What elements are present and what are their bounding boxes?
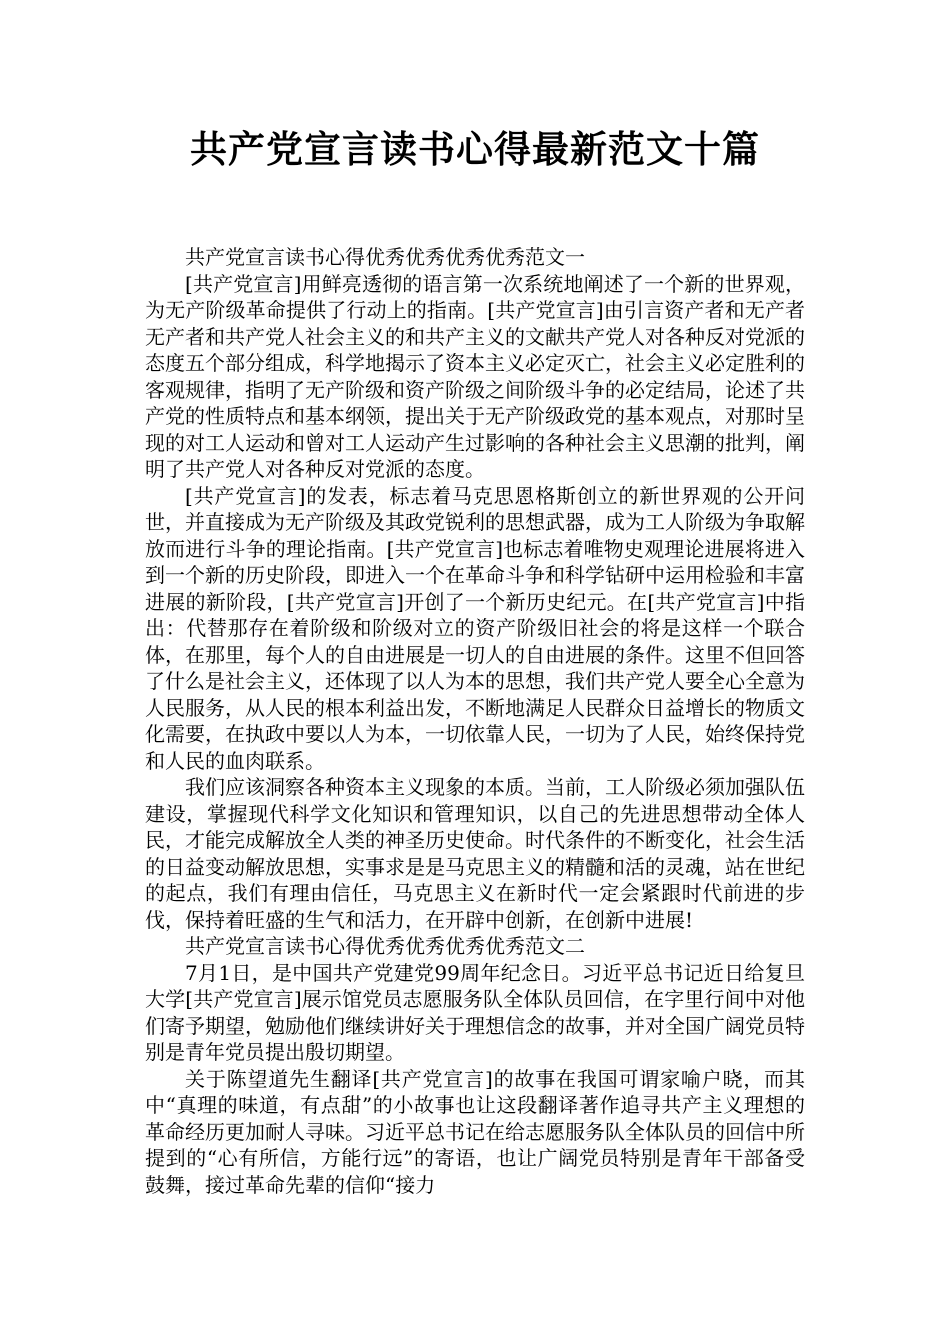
paragraph: 关于陈望道先生翻译[共产党宣言]的故事在我国可谓家喻户晓，而其中“真理的味道，有点甜”的小故事也让这段翻译著作追寻共产主义理想的革命经历更加耐人寻味。习近平总书记在给志愿服务队全体队员的回信中所提到的“心有所信，方能行远”的寄语，也让广阔党员特别是青年干部备受鼓舞，接过革命先辈的信仰“接力	[145, 1066, 805, 1197]
paragraph: 7月1日，是中国共产党建党99周年纪念日。习近平总书记近日给复旦大学[共产党宣言]展示馆党员志愿服务队全体队员回信，在字里行间中对他们寄予期望，勉励他们继续讲好关于理想信念的故事，并对全国广阔党员特别是青年党员提出殷切期望。	[145, 960, 805, 1064]
section-heading-2: 共产党宣言读书心得优秀优秀优秀优秀范文二	[185, 934, 585, 958]
paragraph: [共产党宣言]用鲜亮透彻的语言第一次系统地阐述了一个新的世界观，为无产阶级革命提供了行动上的指南。[共产党宣言]由引言资产者和无产者无产者和共产党人社会主义的和共产主义的文献共产党人对各种反对党派的态度五个部分组成，科学地揭示了资本主义必定灭亡，社会主义必定胜利的客观规律，指明了无产阶级和资产阶级之间阶级斗争的必定结局，论述了共产党的性质特点和基本纲领，提出关于无产阶级政党的基本观点，对那时呈现的对工人运动和曾对工人运动产生过影响的各种社会主义思潮的批判，阐明了共产党人对各种反对党派的态度。	[145, 271, 805, 481]
paragraph: [共产党宣言]的发表，标志着马克思恩格斯创立的新世界观的公开问世，并直接成为无产阶级及其政党锐利的思想武器，成为工人阶级为争取解放而进行斗争的理论指南。[共产党宣言]也标志着唯物史观理论进展将进入到一个新的历史阶段，即进入一个在革命斗争和科学钻研中运用检验和丰富进展的新阶段，[共产党宣言]开创了一个新历史纪元。在[共产党宣言]中指出：代替那存在着阶级和阶级对立的资产阶级旧社会的将是这样一个联合体，在那里，每个人的自由进展是一切人的自由进展的条件。这里不但回答了什么是社会主义，还体现了以人为本的思想，我们共产党人要全心全意为人民服务，从人民的根本利益出发，不断地满足人民群众日益增长的物质文化需要，在执政中要以人为本，一切依靠人民，一切为了人民，始终保持党和人民的血肉联系。	[145, 483, 805, 773]
section-heading-1: 共产党宣言读书心得优秀优秀优秀优秀范文一	[185, 245, 585, 269]
document-body	[145, 244, 805, 1198]
paragraph: 我们应该洞察各种资本主义现象的本质。当前，工人阶级必须加强队伍建设，掌握现代科学文化知识和管理知识，以自己的先进思想带动全体人民，才能完成解放全人类的神圣历史使命。时代条件的不断变化，社会生活的日益变动解放思想，实事求是是马克思主义的精髓和活的灵魂，站在世纪的起点，我们有理由信任，马克思主义在新时代一定会紧跟时代前进的步伐，保持着旺盛的生气和活力，在开辟中创新，在创新中进展!	[145, 775, 805, 932]
document-title: 共产党宣言读书心得最新范文十篇	[190, 128, 760, 171]
